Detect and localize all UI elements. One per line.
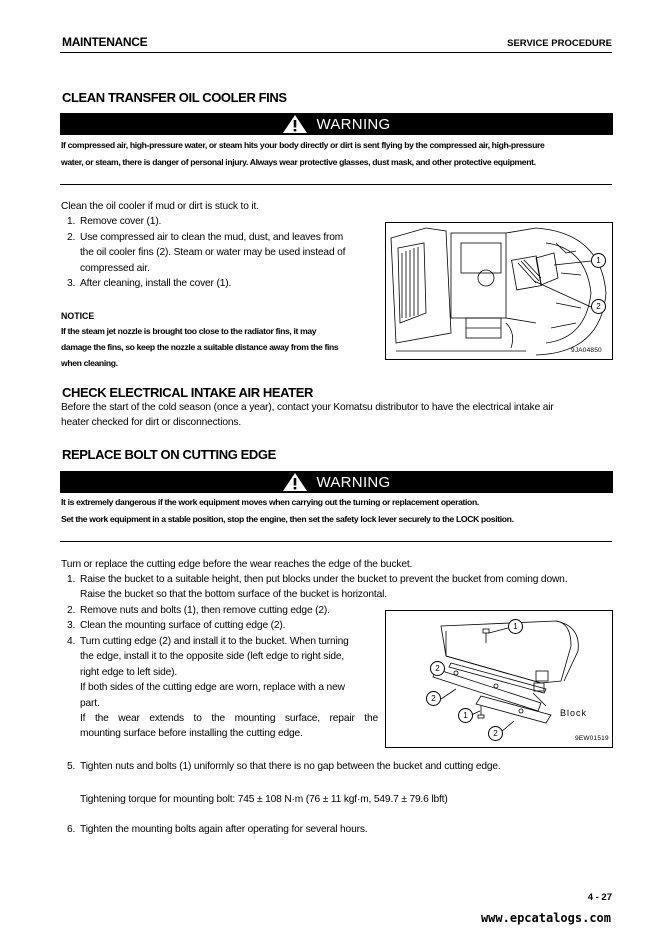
- warning-text: It is extremely dangerous if the work equipment moves when carrying out the turning or replacement operation. Set the work equipment in a stable position, stop the engine, then set the safety lock lever securely to the LOCK position.: [61, 497, 514, 524]
- warning-triangle-icon: [282, 114, 308, 134]
- list-item: 6. Tighten the mounting bolts again after operating for several hours.: [67, 824, 368, 835]
- list-item: 2. Use compressed air to clean the mud, dust, and leaves from the oil cooler fins (2). Steam or water may be used instead of compressed air.: [67, 232, 346, 274]
- warning-bar: [60, 113, 613, 135]
- warning-label: WARNING: [316, 115, 391, 133]
- page-number: 4 - 27: [587, 892, 612, 903]
- torque-spec: Tightening torque for mounting bolt: 745 ± 108 N·m (76 ± 11 kgf·m, 549.7 ± 79.6 lbft): [80, 794, 448, 805]
- figure-id: 9EW01519: [575, 735, 609, 742]
- section-header: MAINTENANCE: [62, 35, 148, 49]
- list-item: 1. Raise the bucket to a suitable height, then put blocks under the bucket to prevent the bucket from coming down. Raise the bucket so that the bottom surface of the bucket is horizontal.: [67, 574, 568, 601]
- section-title-intake-heater: CHECK ELECTRICAL INTAKE AIR HEATER: [62, 385, 313, 400]
- section-rule: [60, 184, 612, 185]
- section-rule: [60, 541, 612, 542]
- category-header: SERVICE PROCEDURE: [507, 38, 612, 49]
- warning-triangle-icon: [282, 472, 308, 492]
- section-title-oil-cooler: CLEAN TRANSFER OIL COOLER FINS: [62, 90, 287, 105]
- warning-line: If compressed air, high-pressure water, or steam hits your body directly or dirt is sent flying by the compressed air, high-pressure: [61, 140, 545, 150]
- notice-text: If the steam jet nozzle is brought too close to the radiator fins, it may damage the fins, so keep the nozzle a suitable distance away from the fins when cleaning.: [61, 326, 339, 368]
- callout-2: 2: [488, 726, 503, 741]
- list-item: 2. Remove nuts and bolts (1), then remove cutting edge (2).: [67, 605, 330, 616]
- callout-1: 1: [508, 619, 523, 634]
- warning-label: WARNING: [316, 473, 391, 491]
- warning-bar: [60, 471, 613, 493]
- intake-heater-text: Before the start of the cold season (once a year), contact your Komatsu distributor to have the electrical intake air heater checked for dirt or disconnections.: [61, 402, 554, 429]
- callout-2: 2: [430, 661, 445, 676]
- list-item: 3. Clean the mounting surface of cutting edge (2).: [67, 620, 286, 631]
- figure-id: 9JA04850: [571, 347, 602, 354]
- site-link[interactable]: www.epcatalogs.com: [480, 911, 611, 925]
- callout-1: 1: [458, 708, 473, 723]
- section-title-cutting-edge: REPLACE BOLT ON CUTTING EDGE: [62, 447, 276, 462]
- callout-1: 1: [591, 253, 606, 268]
- list-item: 3. After cleaning, install the cover (1).: [67, 278, 232, 289]
- warning-text: [61, 137, 621, 171]
- callout-2: 2: [426, 691, 441, 706]
- notice-title: NOTICE: [61, 311, 95, 321]
- oil-cooler-figure: [385, 222, 613, 360]
- callout-2: 2: [591, 299, 606, 314]
- warning-line: water, or steam, there is danger of personal injury. Always wear protective glasses, dust mask, and other protective equipment.: [61, 157, 536, 167]
- intro-text: Clean the oil cooler if mud or dirt is stuck to it.: [61, 201, 259, 212]
- cutting-edge-figure: [385, 610, 613, 748]
- block-label: Block: [560, 708, 588, 718]
- list-item: 5. Tighten nuts and bolts (1) uniformly so that there is no gap between the bucket and cutting edge.: [67, 761, 501, 772]
- list-item: 4. Turn cutting edge (2) and install it to the bucket. When turning the edge, install it to the opposite side (left edge to right side, right edge to left side). If both sides of the cutting edge are worn, replace with a new part. If the wear extends to the mounting surface, repair the mounting surface before installing the cutting edge.: [67, 636, 378, 740]
- header-rule: [60, 52, 612, 53]
- list-item: 1. Remove cover (1).: [67, 216, 162, 227]
- intro-text: Turn or replace the cutting edge before the wear reaches the edge of the bucket.: [61, 559, 413, 570]
- oil-cooler-illustration: [386, 223, 612, 359]
